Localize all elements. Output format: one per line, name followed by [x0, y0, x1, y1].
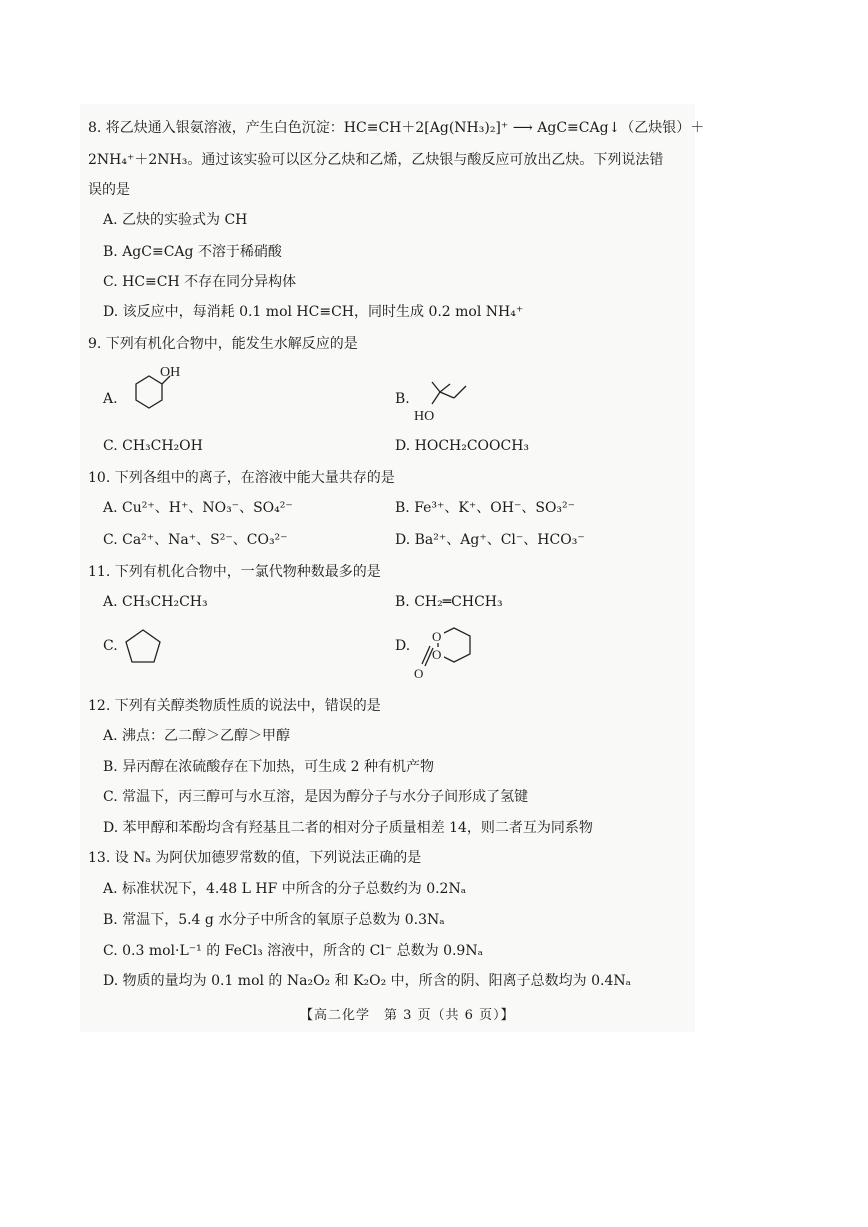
- q12-option-b: B. 异丙醇在浓硫酸存在下加热，可生成 2 种有机产物: [103, 759, 434, 775]
- q10-option-a: A. Cu²⁺、H⁺、NO₃⁻、SO₄²⁻: [103, 500, 293, 516]
- q12-stem: 12. 下列有关醇类物质性质的说法中，错误的是: [88, 698, 381, 714]
- q9-option-c: C. CH₃CH₂OH: [103, 438, 203, 454]
- q12-option-c: C. 常温下，丙三醇可与水互溶，是因为醇分子与水分子间形成了氢键: [103, 789, 529, 805]
- q13-stem: 13. 设 Nₐ 为阿伏加德罗常数的值，下列说法正确的是: [88, 850, 422, 866]
- q10-stem: 10. 下列各组中的离子，在溶液中能大量共存的是: [88, 470, 395, 486]
- q8-option-c: C. HC≡CH 不存在同分异构体: [103, 274, 297, 290]
- q9-option-a-label: A.: [103, 391, 118, 407]
- svg-text:O: O: [432, 629, 442, 644]
- q10-option-d: D. Ba²⁺、Ag⁺、Cl⁻、HCO₃⁻: [395, 532, 585, 548]
- svg-text:O: O: [414, 666, 424, 681]
- q9-stem: 9. 下列有机化合物中，能发生水解反应的是: [88, 336, 358, 352]
- q13-option-c: C. 0.3 mol·L⁻¹ 的 FeCl₃ 溶液中，所含的 Cl⁻ 总数为 0.9Nₐ: [103, 943, 483, 959]
- q11-stem: 11. 下列有机化合物中，一氯代物种数最多的是: [88, 564, 381, 580]
- q8-stem-line2: 2NH₄⁺＋2NH₃。通过该实验可以区分乙炔和乙烯，乙炔银与酸反应可放出乙炔。下列说法错: [88, 152, 664, 168]
- q11-option-d-label: D.: [395, 638, 411, 654]
- q10-option-b: B. Fe³⁺、K⁺、OH⁻、SO₃²⁻: [395, 500, 576, 516]
- q11-option-c-label: C.: [103, 638, 118, 654]
- q8-option-b: B. AgC≡CAg 不溶于稀硝酸: [103, 244, 282, 260]
- q11-option-b: B. CH₂═CHCH₃: [395, 594, 503, 610]
- q8-option-d: D. 该反应中，每消耗 0.1 mol HC≡CH，同时生成 0.2 mol NH₄⁺: [103, 304, 524, 320]
- q12-option-d: D. 苯甲醇和苯酚均含有羟基且二者的相对分子质量相差 14，则二者互为同系物: [103, 820, 593, 836]
- svg-text:OH: OH: [160, 365, 181, 380]
- q12-option-a: A. 沸点：乙二醇＞乙醇＞甲醇: [103, 728, 291, 744]
- q13-option-d: D. 物质的量均为 0.1 mol 的 Na₂O₂ 和 K₂O₂ 中，所含的阴、阳离子总数均为 0.4Nₐ: [103, 973, 632, 989]
- cyclopentane-structure: [122, 626, 166, 668]
- q13-option-b: B. 常温下，5.4 g 水分子中所含的氧原子总数为 0.3Nₐ: [103, 912, 445, 928]
- q8-stem-line3: 误的是: [88, 182, 130, 198]
- svg-text:HO: HO: [414, 409, 435, 424]
- q13-option-a: A. 标准状况下，4.48 L HF 中所含的分子总数约为 0.2Nₐ: [103, 881, 467, 897]
- tertiary-alcohol-structure: [410, 374, 480, 426]
- page-footer: 【高二化学 第 3 页（共 6 页）】: [300, 1008, 515, 1023]
- q9-option-d: D. HOCH₂COOCH₃: [395, 438, 530, 454]
- q9-option-b-label: B.: [395, 391, 410, 407]
- q8-option-a: A. 乙炔的实验式为 CH: [103, 212, 248, 228]
- cyclohexanol-structure: [118, 360, 198, 420]
- q11-option-a: A. CH₃CH₂CH₃: [103, 594, 208, 610]
- cyclic-carbonate-structure: [410, 620, 480, 682]
- q8-stem-line1: 8. 将乙炔通入银氨溶液，产生白色沉淀：HC≡CH＋2[Ag(NH₃)₂]⁺ ⟶ AgC≡CAg↓（乙炔银）＋: [88, 120, 705, 136]
- q10-option-c: C. Ca²⁺、Na⁺、S²⁻、CO₃²⁻: [103, 532, 288, 548]
- svg-text:O: O: [432, 647, 442, 662]
